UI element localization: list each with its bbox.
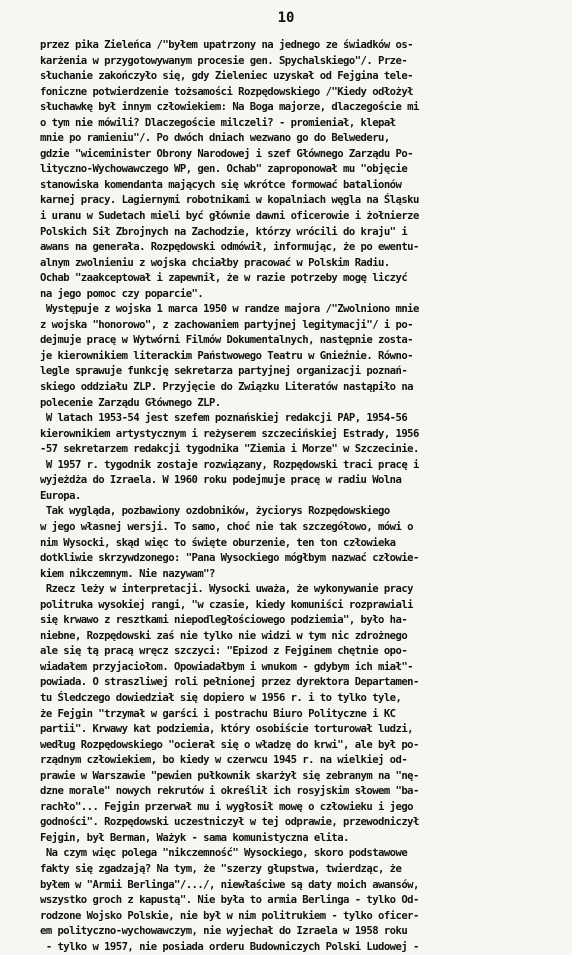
text-line: Europa.: [40, 489, 81, 502]
text-line: o tym nie mówili? Dlaczegoście milczeli? - promieniał, klepał: [40, 116, 396, 129]
text-line: powiada. O straszliwej roli pełnionej przez dyrektora Departamen-: [40, 676, 419, 689]
text-line: gdzie "wiceminister Obrony Narodowej i szef Głównego Zarządu Po-: [40, 147, 413, 160]
text-line: -57 sekretarzem redakcji tygodnika "Ziemia i Morze" w Szczecinie.: [40, 443, 419, 456]
text-line: Występuje z wojska 1 marca 1950 w randze majora /"Zwolniono mnie: [40, 303, 419, 316]
text-line: słuchanie zakończyło się, gdy Zieleniec uzyskał od Fejgina tele-: [40, 70, 413, 83]
text-line: karżenia w przygotowywanym procesie gen. Spychalskiego"/. Prze-: [40, 54, 408, 67]
text-line: się krwawo z resztkami niepodległościowego podziemia", było ha-: [40, 614, 408, 627]
text-line: wiadałem przyjaciołom. Opowiadałbym i wnukom - gdybym ich miał"-: [40, 660, 413, 673]
text-line: nim Wysocki, skąd więc to święte oburzenie, ten ton człowieka: [40, 536, 396, 549]
text-line: partii". Krwawy kat podziemia, który osobiście torturował ludzi,: [40, 723, 413, 736]
text-line: foniczne potwierdzenie tożsamości Rozpędowskiego /"Kiedy odłożył: [40, 85, 413, 98]
page-number: 10: [277, 10, 295, 26]
text-line: wyjeżdża do Izraela. W 1960 roku podejmuje pracę w radiu Wolna: [40, 474, 402, 487]
text-line: skiego oddziału ZLP. Przyjęcie do Związku Literatów nastąpiło na: [40, 381, 413, 394]
text-line: przez pika Zieleńca /"byłem upatrzony na jednego ze świadków os-: [40, 39, 413, 51]
text-line: W 1957 r. tygodnik zostaje rozwiązany, Rozpędowski traci pracę i: [40, 458, 419, 471]
text-line: rodzone Wojsko Polskie, nie był w nim politrukiem - tylko oficer-: [40, 909, 419, 922]
text-line: je kierownikiem literackim Państwowego Teatru w Gnieźnie. Równo-: [40, 349, 413, 362]
text-line: dotkliwie skrzywdzonego: "Pana Wysockiego mógłbym nazwać człowie-: [40, 552, 419, 565]
text-line: fakty się zgadzają? Na tym, że "szerzy głupstwa, twierdząc, że: [40, 862, 402, 875]
text-line: W latach 1953-54 jest szefem poznańskiej redakcji PAP, 1954-56: [40, 412, 408, 425]
text-line: Na czym więc polega "nikczemność" Wysockiego, skoro podstawowe: [40, 847, 408, 860]
text-line: rządnym człowiekiem, bo kiedy w czerwcu 1945 r. na wielkiej od-: [40, 754, 408, 767]
text-line: dejmuje pracę w Wytwórni Filmów Dokumentalnych, następnie zosta-: [40, 334, 413, 347]
text-line: z wojska "honorowo", z zachowaniem partyjnej legitymacji"/ i po-: [40, 318, 413, 331]
text-line: Ochab "zaakceptował i zapewnił, że w razie potrzeby mogę liczyć: [40, 272, 408, 285]
text-line: polecenie Zarządu Głównego ZLP.: [40, 396, 221, 409]
text-line: słuchawkę był innym człowiekiem: Na Boga majorze, dlaczegoście mi: [40, 101, 419, 114]
text-line: dzne morale" nowych rekrutów i określił ich rosyjskim słowem "ba-: [40, 785, 419, 798]
text-line: - tylko w 1957, nie posiada orderu Budowniczych Polski Ludowej -: [40, 940, 419, 953]
text-line: Fejgin, był Berman, Ważyk - sama komunistyczna elita.: [40, 831, 349, 844]
text-line: że Fejgin "trzymał w garści i postrachu Biuro Polityczne i KC: [40, 707, 396, 720]
text-line: Tak wygląda, pozbawiony ozdobników, życiorys Rozpędowskiego: [40, 505, 390, 518]
text-line: kiem nikczemnym. Nie nazywam"?: [40, 567, 215, 580]
text-line: karnej pracy. Lagiernymi robotnikami w kopalniach węgla na Śląsku: [40, 194, 419, 207]
text-line: Polskich Sił Zbrojnych na Zachodzie, którzy wrócili do kraju" i: [40, 225, 408, 238]
text-line: Rzecz leży w interpretacji. Wysocki uważa, że wykonywanie pracy: [40, 583, 413, 596]
text-line: em polityczno-wychowawczym, nie wyjechał do Izraela w 1958 roku: [40, 925, 408, 938]
text-line: w jego własnej wersji. To samo, choć nie tak szczegółowo, mówi o: [40, 520, 413, 533]
text-line: rachło"... Fejgin przerwał mu i wygłosił mowę o człowieku i jego: [40, 800, 413, 813]
text-line: ale się tą pracą wręcz szczyci: "Epizod z Fejginem chętnie opo-: [40, 645, 408, 658]
text-line: niebne, Rozpędowski zaś nie tylko nie widzi w tym nic zdrożnego: [40, 629, 408, 642]
text-line: byłem w "Armii Berlinga"/.../, niewłaściwe są daty moich awansów,: [40, 878, 419, 891]
text-line: mnie po ramieniu"/. Po dwóch dniach wezwano go do Belwederu,: [40, 132, 390, 145]
text-line: awans na generała. Rozpędowski odmówił, informując, że po ewentu-: [40, 241, 419, 254]
text-line: legle sprawuje funkcję sekretarza partyjnej organizacji poznań-: [40, 365, 408, 378]
text-line: kierownikiem artystycznym i reżyserem szczecińskiej Estrady, 1956: [40, 427, 419, 440]
article-text: [40, 38, 560, 955]
text-line: lityczno-Wychowawczego WP, gen. Ochab" zaproponował mu "objęcie: [40, 163, 408, 176]
text-line: stanowiska komendanta mających się wkrótce formować batalionów: [40, 178, 402, 191]
text-line: według Rozpędowskiego "ocierał się o władzę do krwi", ale był po-: [40, 738, 419, 751]
text-line: alnym zwolnieniu z wojska chciałby pracować w Polskim Radiu.: [40, 256, 390, 269]
text-line: wszystko groch z kapustą". Nie była to armia Berlinga - tylko Od-: [40, 894, 419, 907]
text-line: politruka wysokiej rangi, "w czasie, kiedy komuniści rozprawiali: [40, 598, 413, 611]
text-line: na jego pomoc czy poparcie".: [40, 287, 204, 300]
text-line: tu Śledczego dowiedział się dopiero w 1956 r. i to tylko tyle,: [40, 691, 402, 704]
text-line: i uranu w Sudetach mieli być głównie dawni oficerowie i żołnierze: [40, 210, 419, 223]
text-line: prawie w Warszawie "pewien pułkownik skarżył się zebranym na "nę-: [40, 769, 419, 782]
text-line: godności". Rozpędowski uczestniczył w tej odprawie, przewodniczył: [40, 816, 419, 829]
